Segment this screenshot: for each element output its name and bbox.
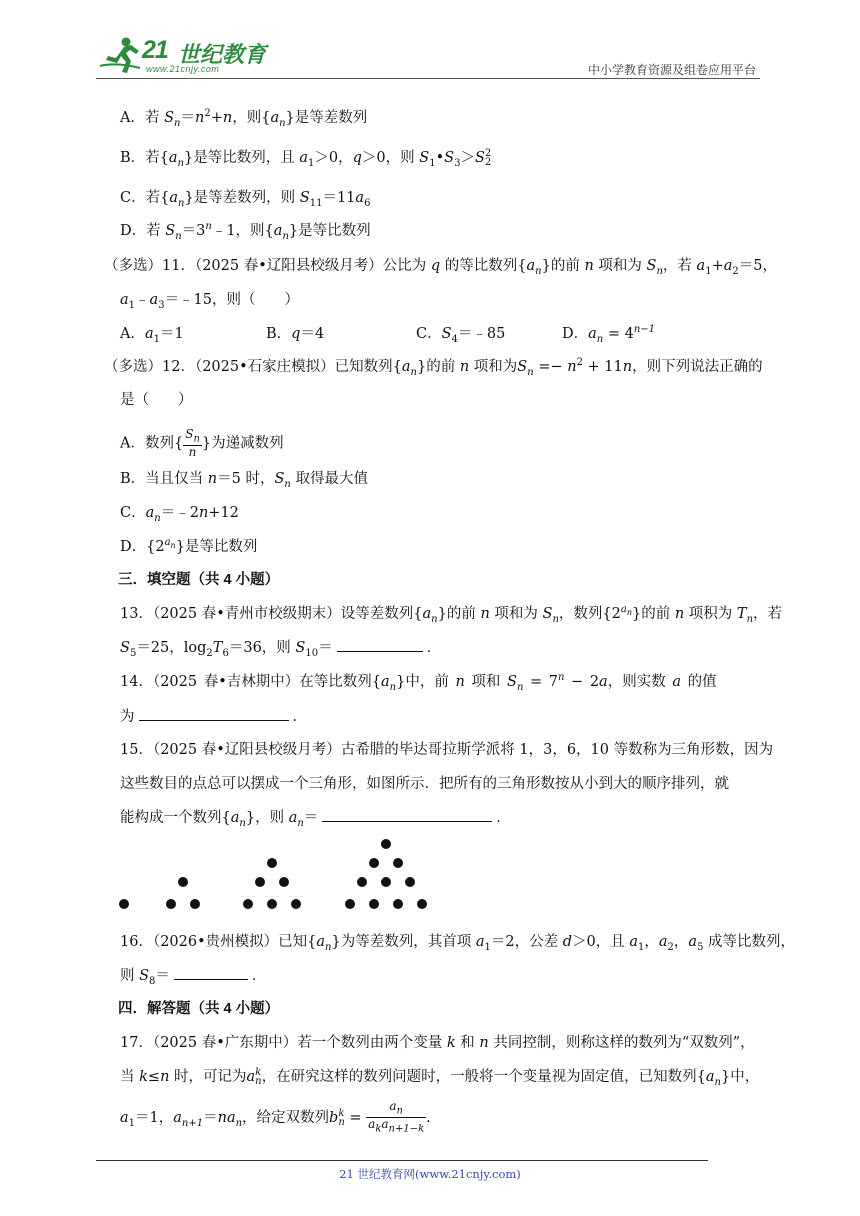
q17-stem-line1: 17．（2025 春•广东期中）若一个数列由两个变量 k 和 n 共同控制，则称这样的数列为“双数列”， — [120, 1035, 755, 1051]
q16-answer-blank[interactable] — [174, 967, 248, 980]
header-divider — [96, 78, 760, 79]
q12-stem-line1: （多选）12．（2025•石家庄模拟）已知数列$\{a_n\}$的前 n 项和为$S_n =- n^2 + 11n$，则下列说法正确的 — [104, 357, 763, 378]
page-header — [96, 34, 756, 78]
section-fill-in-title: 三．填空题（共 4 小题） — [118, 572, 280, 588]
q10-option-d: D．若 $S_n=3^n﹣1$，则$\{a_n\}$是等比数列 — [120, 221, 371, 242]
dot — [267, 899, 277, 909]
q14-stem-line2: 为 ． — [120, 709, 307, 725]
q12-option-a: A．数列{ $\frac{S_n}{n}$ }为递减数列 — [120, 427, 284, 460]
dot — [369, 858, 379, 868]
q10-option-b: B．若$\{a_n\}$是等比数列，且 $a_1>0$，q＞0，则 $S_1•S_3>S$ 2 2 — [120, 148, 492, 169]
q15-stem-line2: 这些数目的点总可以摆成一个三角形，如图所示．把所有的三角形数按从小到大的顺序排列，就 — [120, 776, 729, 792]
q11-stem-line2: $a_1﹣a_3=﹣15$，则（ ） — [120, 292, 300, 311]
header-platform-text: 中小学教育资源及组卷应用平台 — [587, 63, 756, 77]
dot — [393, 899, 403, 909]
q15-stem-line3: 能构成一个数列$\{a_n\}$，则 $a_n=$ ． — [120, 810, 511, 829]
q13-stem-line1: 13．（2025 春•青州市校级期末）设等差数列$\{a_n\}$的前 n 项和为 $S_n$，数列$\{2^{a_n}\}$的前 n 项积为 $T_n$，若 — [120, 604, 783, 625]
q11-option-a: A．$a_1=1$ — [120, 326, 184, 345]
dot — [393, 858, 403, 868]
dot — [381, 839, 391, 849]
q12-option-b: B．当且仅当 n＝5 时，$S_n$ 取得最大值 — [120, 471, 368, 490]
dot — [190, 899, 200, 909]
fraction-bkn-definition: $\frac{a_n}{a_ka_{n+1-k}}$ — [368, 1099, 425, 1135]
dot — [417, 899, 427, 909]
q14-stem-line1: 14．（2025 春•吉林期中）在等比数列$\{a_n\}$中，前 n 项和 $S_n = 7^n - 2a$，则实数 a 的值 — [120, 672, 717, 693]
q16-stem-line2: 则 $S_8=$ ． — [120, 968, 267, 987]
q12-option-c: C．$a_n=﹣2n+12$ — [120, 505, 239, 524]
q12-stem-line2: 是（ ） — [120, 392, 193, 408]
dot — [381, 877, 391, 887]
q11-option-b: B．q＝4 — [266, 326, 325, 342]
fraction-sn-over-n: $\frac{S_n}{n}$ — [185, 427, 200, 460]
dot — [279, 877, 289, 887]
q14-answer-blank[interactable] — [139, 708, 289, 721]
dot — [357, 877, 367, 887]
runner-logo-icon — [96, 36, 144, 76]
q16-stem-line1: 16．（2026•贵州模拟）已知$\{a_n\}$为等差数列，其首项 $a_1=2$，公差 d＞0，且 $a_1$，$a_2$，$a_5$ 成等比数列， — [120, 934, 796, 953]
logo-text: 世纪教育 — [178, 42, 267, 67]
q11-stem-line1: （多选）11．（2025 春•辽阳县校级月考）公比为 q 的等比数列$\{a_n\}$的前 n 项和为 $S_n$，若 $a_1+a_2=5$， — [104, 258, 777, 277]
q10-option-c: C．若$\{a_n\}$是等差数列，则 $S_{11}=11a_6$ — [120, 190, 371, 209]
dot — [291, 899, 301, 909]
q13-answer-blank[interactable] — [337, 639, 423, 652]
triangular-numbers-figure — [110, 832, 440, 916]
q12-option-d: D．$\{2^{a_n}\}$是等比数列 — [120, 537, 258, 555]
dot — [243, 899, 253, 909]
dot — [255, 877, 265, 887]
q15-stem-line1: 15．（2025 春•辽阳县校级月考）古希腊的毕达哥拉斯学派将 1，3，6，10 等数称为三角形数，因为 — [120, 742, 774, 758]
dot — [405, 877, 415, 887]
q11-option-d: D．$a_n = 4^{n-1}$ — [562, 324, 656, 345]
q11-option-c: C．$S_4=﹣85$ — [416, 326, 506, 345]
section-answer-title: 四．解答题（共 4 小题） — [118, 1001, 280, 1017]
dot — [345, 899, 355, 909]
logo-number: 21 — [142, 36, 168, 64]
site-logo[interactable] — [96, 34, 266, 76]
q17-stem-line2: 当 k≤n 时，可记为a k n ，在研究这样的数列问题时，一般将一个变量视为固定值，已知数列$\{a_n\}$中， — [120, 1067, 760, 1088]
logo-url: www.21cnjy.com — [146, 64, 220, 74]
q10-option-a: A．若 $S_n=n^2+n$，则$\{a_n\}$是等差数列 — [120, 108, 368, 129]
dot — [166, 899, 176, 909]
dot — [119, 899, 129, 909]
q13-stem-line2: $S_5=25$，$\log_2T_6=36$，则 $S_{10}=$ ． — [120, 640, 442, 659]
dot — [369, 899, 379, 909]
footer-divider — [96, 1160, 708, 1161]
dot — [267, 858, 277, 868]
footer-source[interactable]: 21 世纪教育网(www.21cnjy.com) — [339, 1167, 521, 1181]
q15-answer-blank[interactable] — [322, 809, 492, 822]
dot — [178, 877, 188, 887]
q17-stem-line3: $a_1=1$，$a_{n+1}=na_n$，给定双数列b k n = $\frac{a_n}{a_ka_{n+1-k}}$ . — [120, 1099, 431, 1135]
